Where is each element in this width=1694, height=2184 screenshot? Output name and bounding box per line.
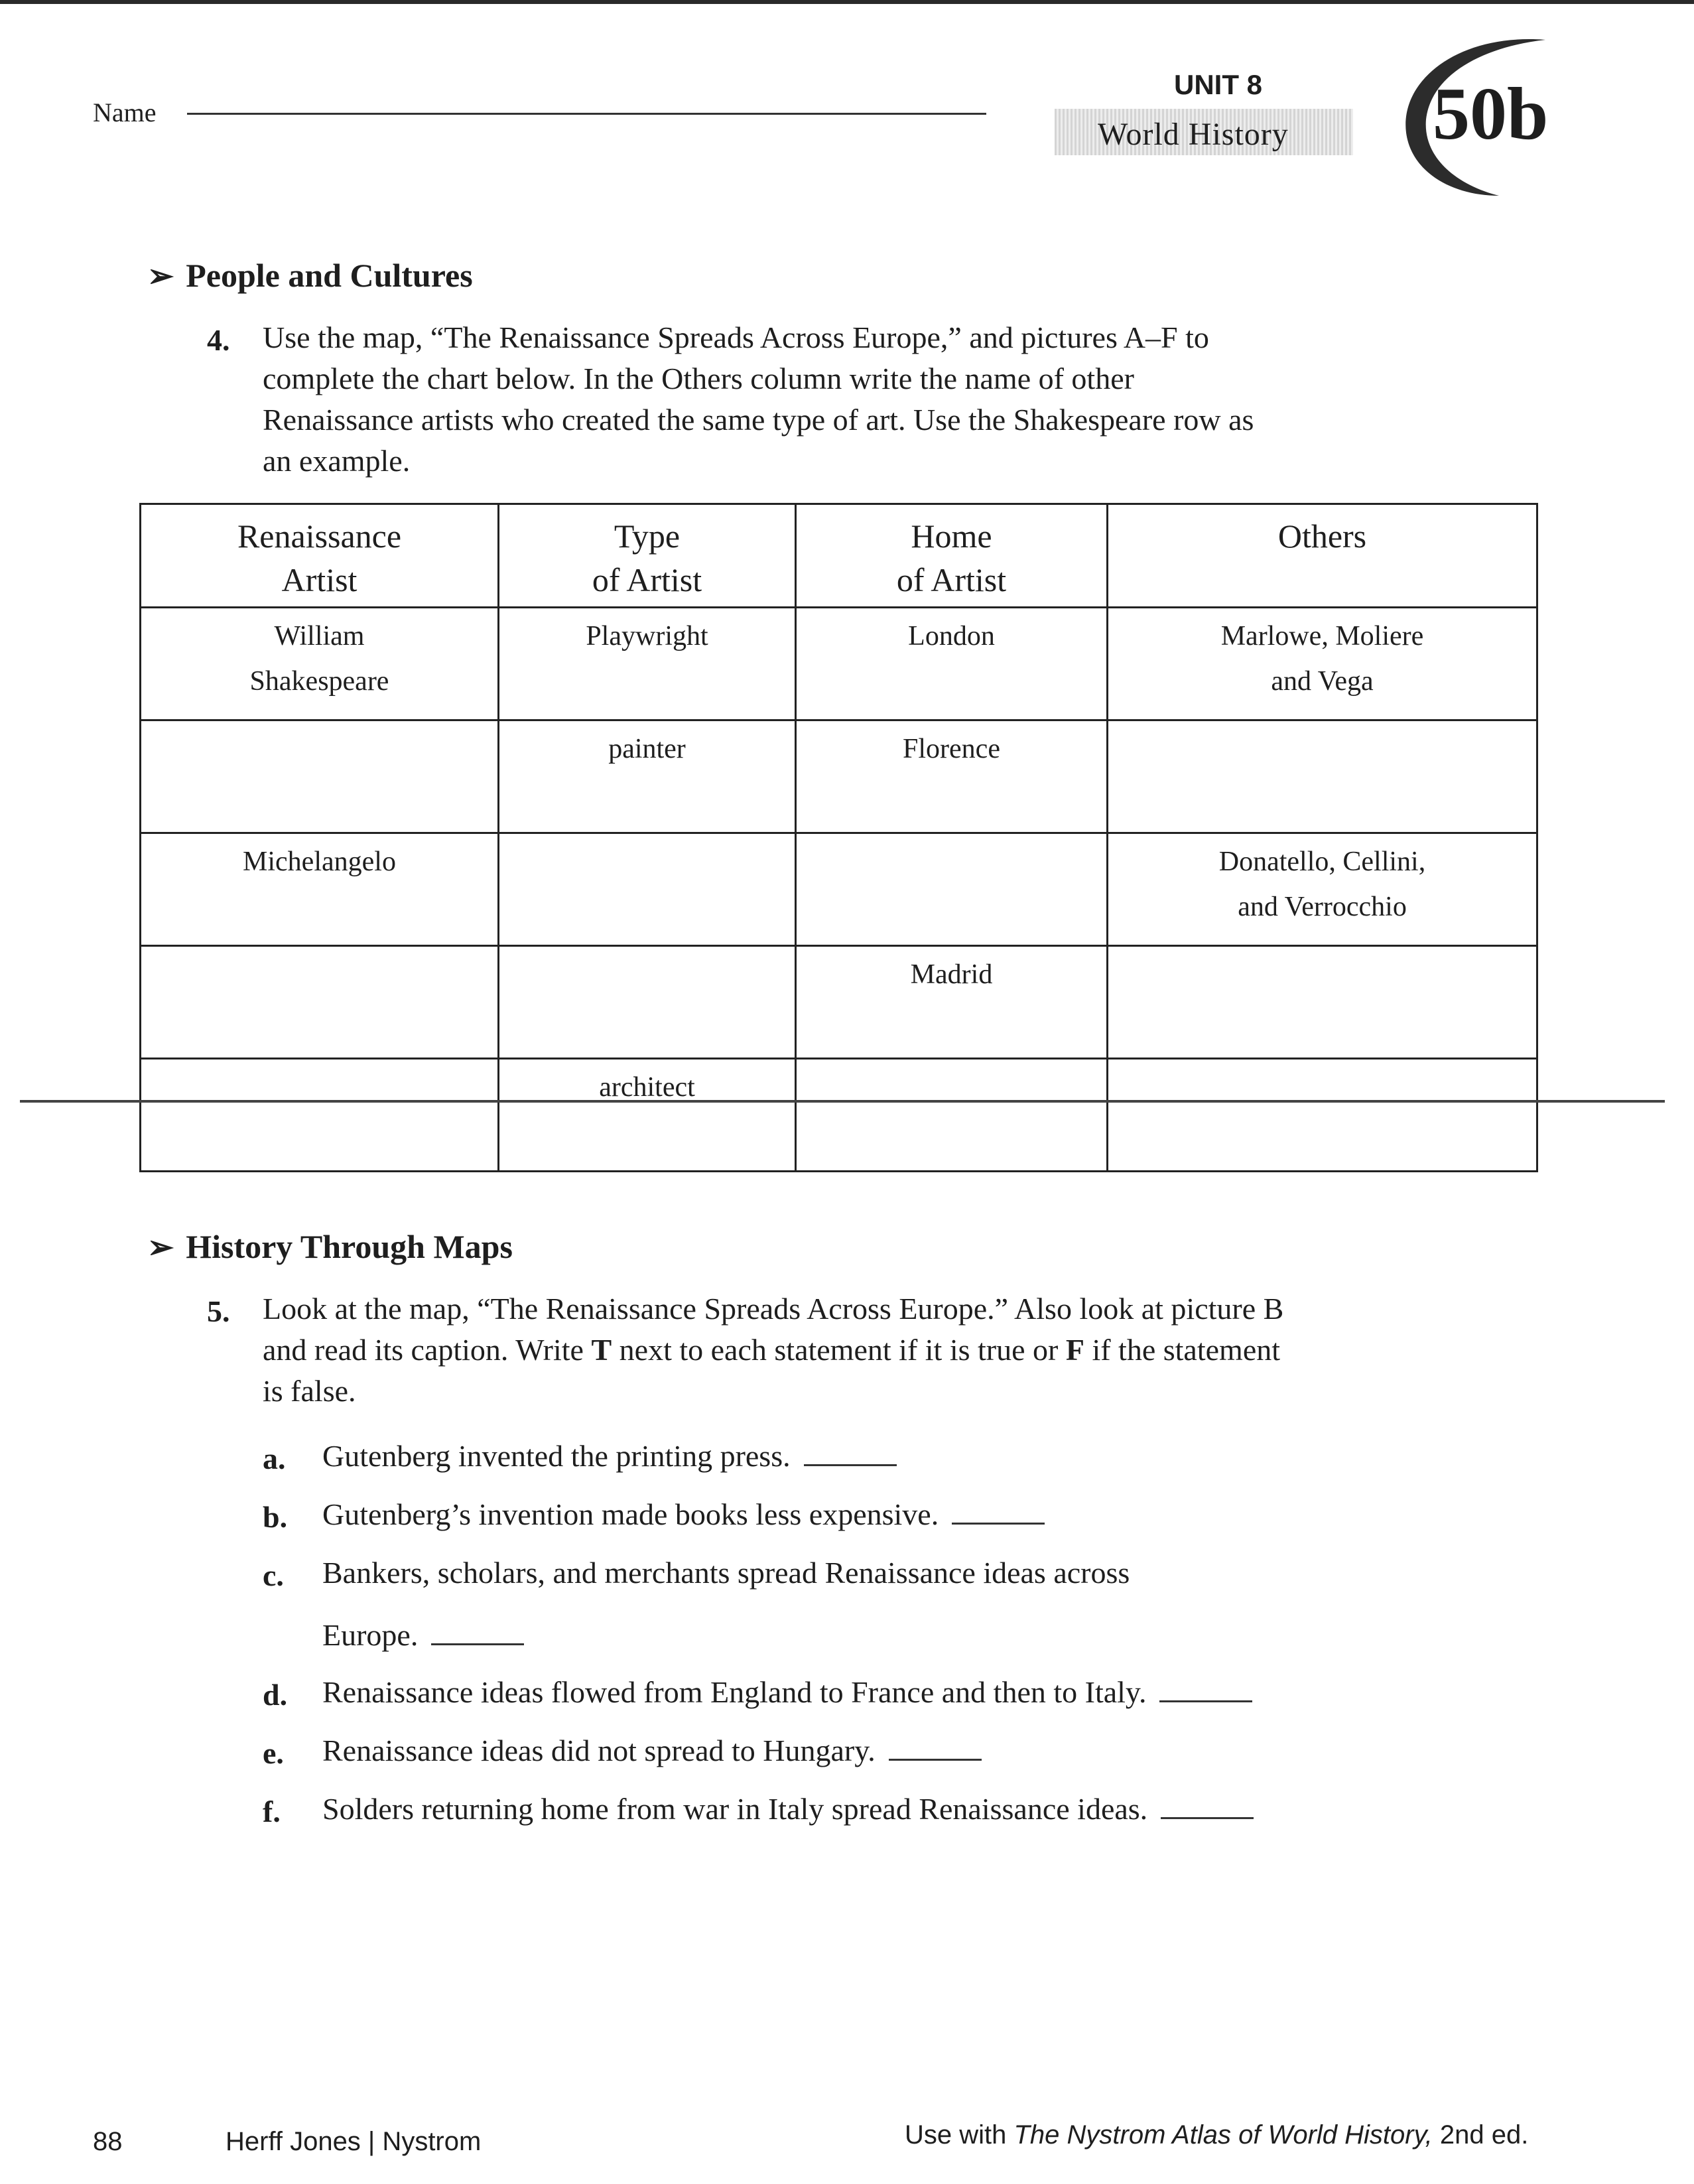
question-5-text [263,1288,1283,1412]
question-line: Look at the map, “The Renaissance Spreads Across Europe.” Also look at picture B [263,1292,1284,1326]
question-number: 5. [207,1294,230,1328]
worksheet-number: 50b [1433,73,1549,155]
answer-blank[interactable] [889,1759,982,1761]
answer-blank[interactable] [952,1523,1045,1525]
section-title: History Through Maps [186,1228,513,1265]
item-letter: c. [263,1558,284,1592]
statement-c-continuation: Europe. [322,1617,524,1653]
answer-blank[interactable] [1161,1817,1254,1819]
question-line: and read its caption. Write T next to each statement if it is true or F if the statement [263,1333,1281,1367]
table-cell[interactable]: painter [499,720,796,833]
table-cell[interactable]: Michelangelo [141,833,499,946]
table-cell[interactable]: Florence [796,720,1108,833]
header-renaissance-artist: Renaissance Artist [141,504,499,608]
statement-d: Renaissance ideas flowed from England to France and then to Italy. [322,1674,1252,1710]
table-cell[interactable] [796,1059,1108,1172]
table-cell[interactable] [141,946,499,1059]
question-line: an example. [263,444,411,478]
statement-c: Bankers, scholars, and merchants spread Renaissance ideas across [322,1556,1130,1590]
table-cell[interactable] [141,1059,499,1172]
item-letter: a. [263,1442,286,1475]
table-cell[interactable]: London [796,608,1108,720]
table-cell[interactable] [1108,946,1537,1059]
answer-blank[interactable] [804,1464,897,1466]
table-cell[interactable] [499,946,796,1059]
table-cell[interactable]: Donatello, Cellini, and Verrocchio [1108,833,1537,946]
name-label: Name [93,98,157,127]
arrow-bullet-icon: ➢ [147,259,174,294]
unit-label: UNIT 8 [1174,69,1263,100]
table-cell[interactable]: William Shakespeare [141,608,499,720]
table-row [141,1059,1537,1172]
header-home-of-artist: Home of Artist [796,504,1108,608]
table-cell[interactable]: Playwright [499,608,796,720]
section-history-through-maps [147,1227,513,1266]
scan-strike-line [20,1100,1665,1103]
table-row [141,946,1537,1059]
question-line: complete the chart below. In the Others column write the name of other [263,362,1134,395]
table-cell[interactable] [141,720,499,833]
item-letter: e. [263,1736,284,1770]
table-cell[interactable]: architect [499,1059,796,1172]
question-line: is false. [263,1374,356,1408]
section-title: People and Cultures [186,257,473,294]
answer-blank[interactable] [431,1643,524,1645]
table-row [141,608,1537,720]
page-number: 88 [93,2127,123,2156]
statement-b: Gutenberg’s invention made books less expensive. [322,1497,1045,1532]
answer-blank[interactable] [1159,1700,1252,1702]
table-cell[interactable] [499,833,796,946]
table-header-row [141,504,1537,608]
item-letter: b. [263,1500,288,1534]
statement-e: Renaissance ideas did not spread to Hungary. [322,1733,982,1768]
question-number: 4. [207,323,230,357]
table-cell[interactable] [796,833,1108,946]
use-with-note: Use with The Nystrom Atlas of World History, 2nd ed. [905,2120,1529,2150]
table-cell[interactable] [1108,720,1537,833]
table-cell[interactable]: Madrid [796,946,1108,1059]
arrow-bullet-icon: ➢ [147,1230,174,1265]
item-letter: f. [263,1795,281,1828]
publisher: Herff Jones | Nystrom [226,2127,482,2156]
artist-chart [139,503,1538,1172]
header-type-of-artist: Type of Artist [499,504,796,608]
table-cell[interactable] [1108,1059,1537,1172]
table-row [141,833,1537,946]
statement-f: Solders returning home from war in Italy spread Renaissance ideas. [322,1791,1254,1826]
question-line: Use the map, “The Renaissance Spreads Across Europe,” and pictures A–F to [263,320,1209,354]
question-line: Renaissance artists who created the same type of art. Use the Shakespeare row as [263,403,1254,437]
statement-a: Gutenberg invented the printing press. [322,1438,897,1473]
table-row [141,720,1537,833]
table-cell[interactable]: Marlowe, Moliere and Vega [1108,608,1537,720]
top-border [0,0,1694,4]
name-field-line [187,113,986,115]
question-4-text [263,317,1254,482]
subject-label: World History [1098,117,1289,152]
item-letter: d. [263,1678,288,1712]
header-others: Others [1108,504,1537,608]
section-people-and-cultures [147,256,473,295]
